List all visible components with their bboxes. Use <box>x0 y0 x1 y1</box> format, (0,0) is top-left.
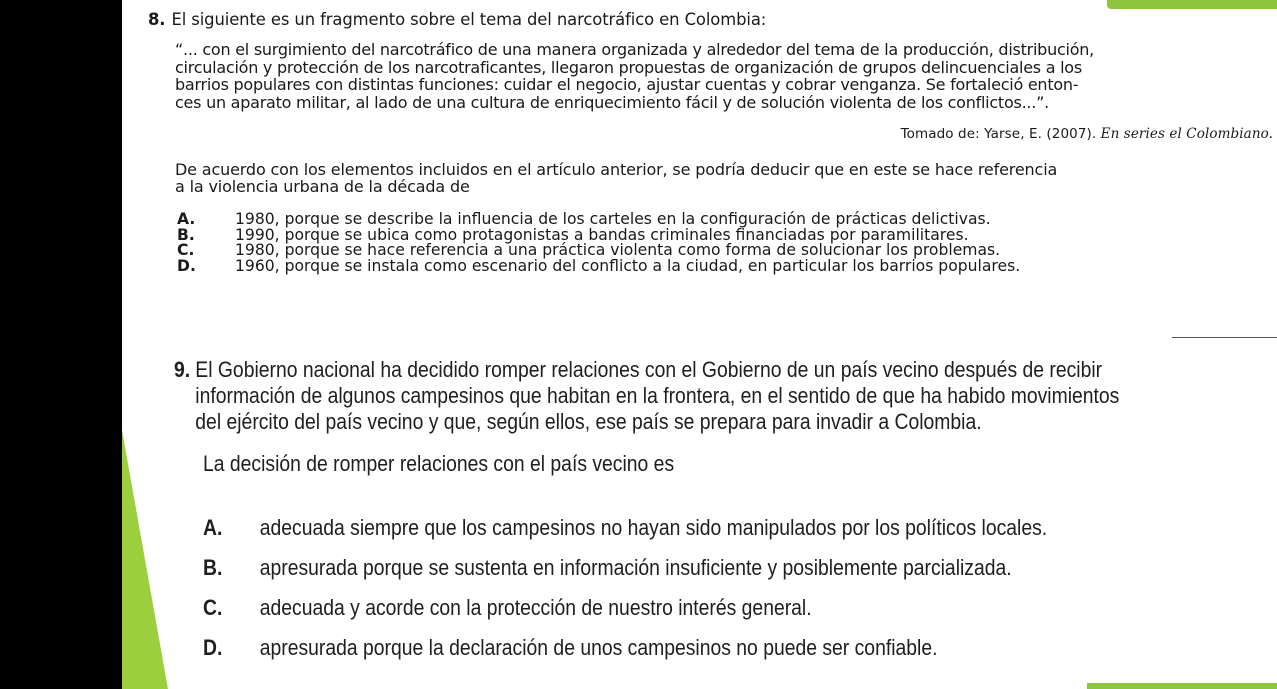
green-accent-left <box>122 430 168 689</box>
question-stem: La decisión de romper relaciones con el país vecino es <box>203 451 675 476</box>
option-d[interactable] <box>177 256 1273 275</box>
option-text: adecuada y acorde con la protección de nuestro interés general. <box>259 595 812 620</box>
intro-line: El Gobierno nacional ha decidido romper relaciones con el Gobierno de un país vecino después de recibir <box>195 357 1103 382</box>
source-prefix: Tomado de: Yarse, E. (2007). <box>900 126 1101 142</box>
question-intro-text <box>195 357 1119 435</box>
option-a[interactable] <box>203 515 1124 555</box>
quote-line: ces un aparato militar, al lado de una cultura de enriquecimiento fácil y de solución violenta de los conflictos...”. <box>175 92 1049 112</box>
option-letter: A. <box>177 210 196 228</box>
option-letter: C. <box>177 241 195 259</box>
document-page <box>122 0 1277 689</box>
question-9-intro <box>174 357 1163 435</box>
quote-line: circulación y protección de los narcotraficantes, llegaron propuestas de organización de grupos delincuenciales a los <box>175 57 1082 77</box>
option-letter: D. <box>203 635 223 660</box>
question-8-intro <box>148 10 1273 29</box>
answer-options <box>177 212 1273 274</box>
stem-line: a la violencia urbana de la década de <box>175 177 470 196</box>
option-text: apresurada porque la declaración de unos campesinos no puede ser confiable. <box>259 635 938 660</box>
option-letter: B. <box>177 225 195 244</box>
option-letter: D. <box>177 256 196 275</box>
question-intro-text: El siguiente es un fragmento sobre el tema del narcotráfico en Colombia: <box>171 10 767 29</box>
intro-line: información de algunos campesinos que habitan en la frontera, en el sentido de que ha habido movimientos <box>195 383 1120 408</box>
question-9 <box>174 357 1274 675</box>
source-title: En series el Colombiano. <box>1100 126 1273 142</box>
option-text: apresurada porque se sustenta en información insuficiente y posiblemente parcializada. <box>259 555 1012 580</box>
option-letter: C. <box>203 595 223 620</box>
option-d[interactable] <box>203 635 1124 675</box>
intro-line: del ejército del país vecino y que, según ellos, ese país se prepara para invadir a Colombia. <box>195 409 982 434</box>
option-c[interactable] <box>203 595 1124 635</box>
question-number: 8. <box>148 10 166 29</box>
option-b[interactable] <box>203 555 1124 595</box>
source-citation <box>148 126 1273 142</box>
quote-line: “... con el surgimiento del narcotráfico de una manera organizada y alrededor del tema de la producción, distribución, <box>175 40 1094 59</box>
option-text: 1980, porque se describe la influencia de los carteles en la configuración de prácticas delictivas. <box>235 210 991 228</box>
green-accent-bottom <box>1087 683 1277 689</box>
answer-options <box>203 515 1274 675</box>
option-letter: B. <box>203 555 223 580</box>
green-accent-top <box>1107 0 1277 9</box>
option-text: 1990, porque se ubica como protagonistas a bandas criminales financiadas por paramilitares. <box>235 225 969 244</box>
option-text: 1980, porque se hace referencia a una práctica violenta como forma de solucionar los problemas. <box>235 241 1001 259</box>
divider-line <box>1172 337 1277 338</box>
question-8 <box>148 10 1273 274</box>
stem-line: De acuerdo con los elementos incluidos en el artículo anterior, se podría deducir que en este se hace referencia <box>175 160 1058 179</box>
option-text: adecuada siempre que los campesinos no hayan sido manipulados por los políticos locales. <box>259 515 1048 540</box>
option-text: 1960, porque se instala como escenario del conflicto a la ciudad, en particular los barrios populares. <box>235 256 1021 275</box>
quote-block <box>175 41 1273 111</box>
quote-line: barrios populares con distintas funciones: cuidar el negocio, ajustar cuentas y cobrar venganza. Se fortaleció enton- <box>175 75 1079 94</box>
question-stem <box>175 161 1273 195</box>
option-letter: A. <box>203 515 223 540</box>
question-number: 9. <box>174 357 191 382</box>
